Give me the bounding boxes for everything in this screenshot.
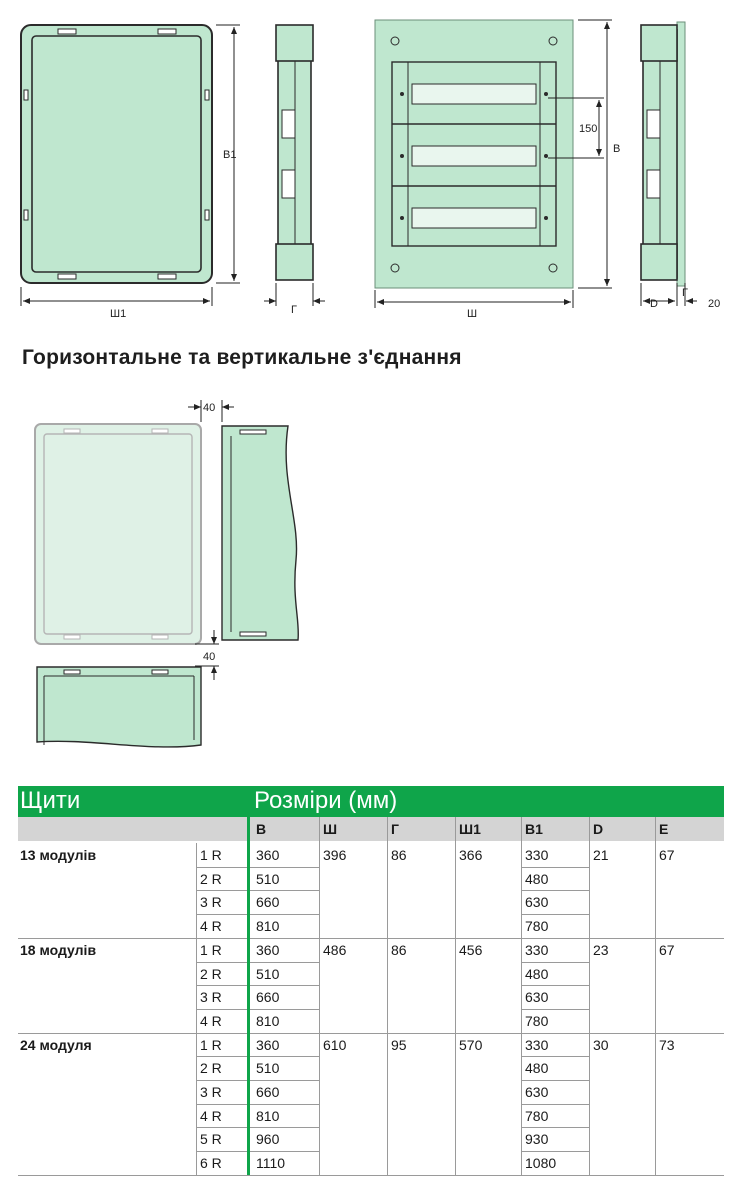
cell-g: 95 [391, 1036, 407, 1053]
dim-g-label: Г [291, 304, 297, 316]
cell-v1: 630 [525, 1084, 549, 1100]
row-divider [196, 1127, 319, 1128]
column-header: В [256, 821, 267, 837]
column-divider [589, 817, 590, 1175]
group-divider [18, 1033, 724, 1034]
cell-w1: 570 [459, 1036, 483, 1053]
row-divider [521, 1009, 589, 1010]
cell-v1: 480 [525, 1060, 549, 1077]
row-label: 6 R [200, 1155, 222, 1172]
cell-v: 510 [256, 965, 280, 982]
row-label: 2 R [200, 965, 222, 982]
header-boards: Щити [20, 787, 81, 814]
group-label: 24 модуля [20, 1036, 92, 1053]
cell-v: 810 [256, 1012, 280, 1029]
row-divider [196, 1009, 319, 1010]
row-label: 3 R [200, 1084, 222, 1100]
group-label: 18 модулів [20, 941, 97, 958]
row-divider [196, 890, 319, 891]
row-divider [196, 962, 319, 963]
cell-e: 67 [659, 941, 675, 958]
row-label: 1 R [200, 847, 222, 863]
dim-b-label: В [613, 143, 621, 155]
table-header [18, 786, 724, 817]
row-divider [196, 867, 319, 868]
cell-w1: 456 [459, 941, 483, 958]
cell-v1: 630 [525, 894, 549, 911]
cell-w: 610 [323, 1036, 347, 1053]
header-dimensions: Розміри (мм) [254, 787, 398, 814]
row-divider [521, 1056, 589, 1057]
section-title: Горизонтальне та вертикальне з'єднання [22, 346, 462, 369]
group-label: 13 модулів [20, 847, 97, 863]
cell-v1: 780 [525, 1012, 549, 1029]
dim-40-top-label: 40 [203, 402, 216, 414]
cell-v1: 330 [525, 1036, 549, 1053]
cell-d: 23 [593, 941, 609, 958]
cell-v: 360 [256, 941, 280, 958]
cell-w1: 366 [459, 847, 483, 863]
cell-v1: 330 [525, 941, 549, 958]
cell-w: 396 [323, 847, 347, 863]
column-header-row [18, 817, 724, 841]
column-header: Г [391, 821, 399, 837]
cell-v1: 1080 [525, 1155, 557, 1172]
row-label: 2 R [200, 870, 222, 887]
dim-b1-label: В1 [223, 149, 237, 161]
column-divider [455, 817, 456, 1175]
cell-g: 86 [391, 941, 407, 958]
cell-e: 73 [659, 1036, 675, 1053]
row-label: 4 R [200, 1107, 222, 1124]
side-view-drawing [264, 25, 325, 306]
dim-w1-label: Ш1 [110, 308, 127, 320]
row-label: 1 R [200, 1036, 222, 1053]
column-divider [387, 817, 388, 1175]
cell-v1: 630 [525, 989, 549, 1006]
row-divider [196, 1080, 319, 1081]
row-label: 4 R [200, 918, 222, 935]
column-header: Ш [323, 821, 338, 837]
dim-g2-label: Г [682, 287, 688, 299]
cell-v: 660 [256, 989, 280, 1006]
cell-v1: 330 [525, 847, 549, 863]
cell-w: 486 [323, 941, 347, 958]
row-divider [196, 1151, 319, 1152]
column-header: E [659, 821, 669, 837]
joining-drawing [35, 400, 298, 747]
cell-v1: 480 [525, 965, 549, 982]
cell-d: 21 [593, 847, 609, 863]
row-divider [196, 1056, 319, 1057]
accent-divider [247, 786, 250, 1175]
cell-v: 660 [256, 894, 280, 911]
row-divider [521, 985, 589, 986]
row-divider [521, 867, 589, 868]
dim-20-label: 20 [708, 298, 721, 310]
row-divider [521, 962, 589, 963]
column-header: В1 [525, 821, 543, 837]
cell-v: 510 [256, 1060, 280, 1077]
row-label: 5 R [200, 1131, 222, 1148]
cell-v: 1110 [256, 1155, 286, 1172]
cell-v: 510 [256, 870, 280, 887]
row-label: 1 R [200, 941, 222, 958]
row-divider [521, 1080, 589, 1081]
cell-v: 810 [256, 918, 280, 935]
cell-v: 360 [256, 847, 280, 863]
column-divider [521, 817, 522, 1175]
cell-v: 360 [256, 1036, 280, 1053]
dim-d-label: D [650, 298, 658, 310]
side-depth-drawing [641, 22, 697, 306]
cell-v1: 780 [525, 1107, 549, 1124]
cell-v: 810 [256, 1107, 280, 1124]
row-label: 2 R [200, 1060, 222, 1077]
open-board-drawing [375, 20, 612, 308]
row-label: 3 R [200, 894, 222, 911]
row-divider [521, 1151, 589, 1152]
dim-40-bottom-label: 40 [203, 651, 216, 663]
dim-150-label: 150 [579, 123, 598, 135]
row-divider [521, 1127, 589, 1128]
column-header: Ш1 [459, 821, 481, 837]
row-divider [521, 1104, 589, 1105]
cell-d: 30 [593, 1036, 609, 1053]
cell-g: 86 [391, 847, 407, 863]
dim-w-label: Ш [467, 308, 478, 320]
group-divider [18, 1175, 724, 1176]
cell-v: 960 [256, 1131, 280, 1148]
row-divider [521, 890, 589, 891]
front-view-drawing [21, 25, 240, 306]
cell-v1: 480 [525, 870, 549, 887]
cell-v1: 930 [525, 1131, 549, 1148]
column-divider [319, 817, 320, 1175]
cell-e: 67 [659, 847, 675, 863]
row-divider [196, 985, 319, 986]
row-label: 3 R [200, 989, 222, 1006]
row-divider [521, 914, 589, 915]
column-header: D [593, 821, 604, 837]
row-label: 4 R [200, 1012, 222, 1029]
cell-v1: 780 [525, 918, 549, 935]
row-divider [196, 1104, 319, 1105]
row-divider [196, 914, 319, 915]
group-divider [18, 938, 724, 939]
cell-v: 660 [256, 1084, 280, 1100]
column-divider [655, 817, 656, 1175]
row-label-divider [196, 843, 197, 1175]
